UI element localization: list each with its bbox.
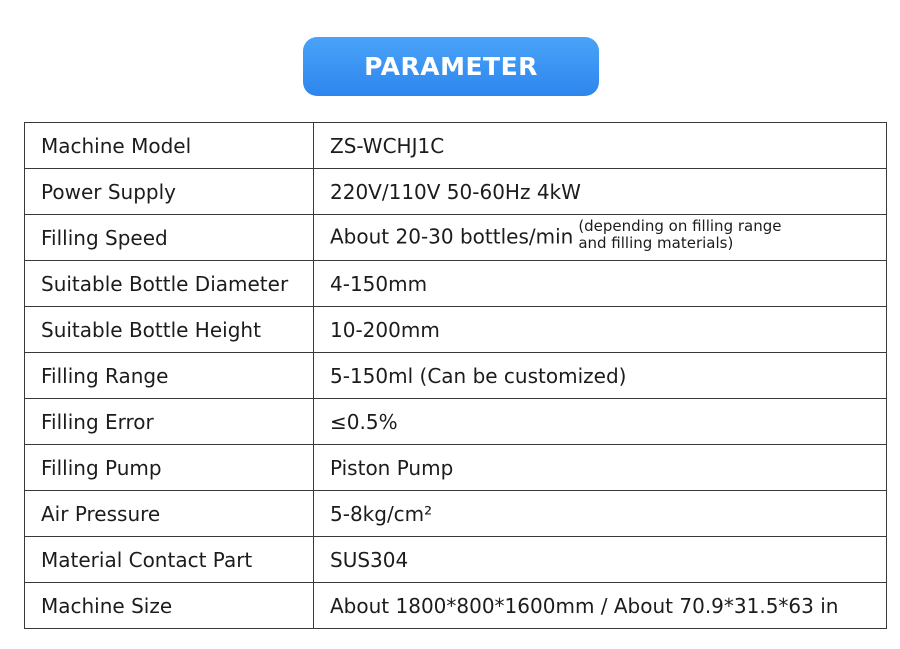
row-label: Air Pressure	[25, 491, 314, 537]
row-note-line: and filling materials)	[578, 233, 734, 252]
row-value-with-note	[314, 215, 887, 261]
row-value: ZS-WCHJ1C	[314, 123, 887, 169]
row-value: 4-150mm	[314, 261, 887, 307]
row-value: Piston Pump	[314, 445, 887, 491]
row-label: Suitable Bottle Diameter	[25, 261, 314, 307]
row-label: Machine Model	[25, 123, 314, 169]
row-label: Filling Error	[25, 399, 314, 445]
table-row	[25, 583, 887, 629]
table-row	[25, 215, 887, 261]
table-row	[25, 261, 887, 307]
row-label: Filling Pump	[25, 445, 314, 491]
row-label: Filling Speed	[25, 215, 314, 261]
row-value: About 20-30 bottles/min	[330, 224, 574, 248]
row-note	[578, 218, 781, 252]
row-label: Material Contact Part	[25, 537, 314, 583]
row-value: 5-150ml (Can be customized)	[314, 353, 887, 399]
row-note-line: (depending on filling range	[578, 216, 782, 235]
table-row	[25, 445, 887, 491]
row-label: Power Supply	[25, 169, 314, 215]
table-row	[25, 123, 887, 169]
table-row	[25, 399, 887, 445]
row-label: Filling Range	[25, 353, 314, 399]
row-value: SUS304	[314, 537, 887, 583]
row-label: Suitable Bottle Height	[25, 307, 314, 353]
row-value: 10-200mm	[314, 307, 887, 353]
row-value: About 1800*800*1600mm / About 70.9*31.5*63 in	[314, 583, 887, 629]
table-row	[25, 491, 887, 537]
row-value: 220V/110V 50-60Hz 4kW	[314, 169, 887, 215]
row-value: 5-8kg/cm²	[314, 491, 887, 537]
row-value: ≤0.5%	[314, 399, 887, 445]
table-row	[25, 307, 887, 353]
table-row	[25, 537, 887, 583]
parameter-title: PARAMETER	[364, 52, 538, 81]
table-row	[25, 353, 887, 399]
parameter-table	[24, 122, 887, 629]
parameter-header	[303, 37, 599, 96]
table-row	[25, 169, 887, 215]
row-label: Machine Size	[25, 583, 314, 629]
